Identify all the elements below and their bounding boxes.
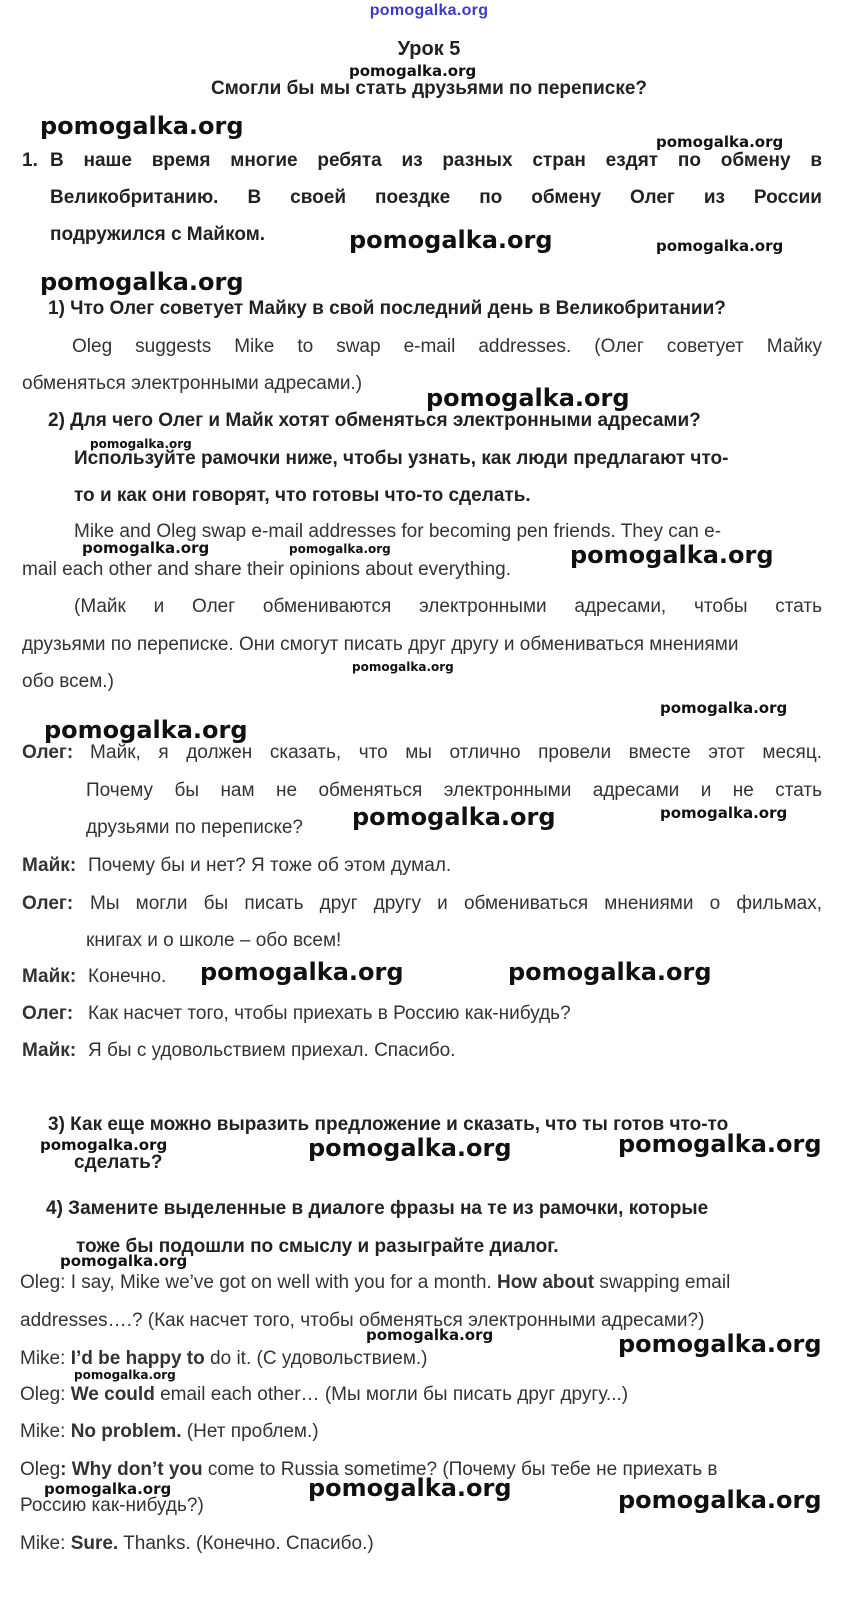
- task-text-line: Великобританию. В своей поездке по обмену Олег из России: [50, 187, 822, 208]
- translation-line: обо всем.): [22, 671, 114, 692]
- highlighted-phrase: We could: [70, 1384, 155, 1405]
- dialogue-en-line: [20, 1348, 428, 1370]
- question-4: 4) Замените выделенные в диалоге фразы на те из рамочки, которые: [46, 1198, 709, 1219]
- highlighted-phrase: No problem.: [70, 1421, 182, 1442]
- question-4-line: тоже бы подошли по смыслу и разыграйте диалог.: [76, 1236, 559, 1257]
- dialogue-en-line: addresses….? (Как насчет того, чтобы обменяться электронными адресами?): [20, 1310, 705, 1331]
- watermark: pomogalka.org: [618, 1486, 822, 1514]
- dialogue-en-line: [20, 1533, 374, 1555]
- watermark: pomogalka.org: [570, 541, 774, 569]
- dialogue-en-text: Mike:: [20, 1348, 71, 1369]
- translation-line: (Майк и Олег обмениваются электронными адресами, чтобы стать: [74, 596, 822, 617]
- watermark: pomogalka.org: [656, 133, 784, 151]
- watermark: pomogalka.org: [426, 384, 630, 412]
- watermark: pomogalka.org: [352, 660, 454, 674]
- speaker-label: Олег:: [22, 893, 74, 914]
- watermark: pomogalka.org: [508, 958, 712, 986]
- question-2: 2) Для чего Олег и Майк хотят обменяться электронными адресами?: [48, 410, 701, 431]
- dialogue-en-text: Mike:: [20, 1421, 71, 1442]
- answer-line: Mike and Oleg swap e-mail addresses for becoming pen friends. They can e-: [74, 521, 722, 542]
- highlighted-phrase: : Why don’t you: [60, 1459, 203, 1480]
- dialogue-line: Майк, я должен сказать, что мы отлично провели вместе этот месяц.: [90, 742, 822, 763]
- translation-line: друзьями по переписке. Они смогут писать друг другу и обмениваться мнениями: [22, 634, 739, 655]
- highlighted-phrase: I’d be happy to: [70, 1348, 205, 1369]
- dialogue-line: Как насчет того, чтобы приехать в Россию как-нибудь?: [88, 1003, 571, 1024]
- task-text-line: подружился с Майком.: [50, 224, 266, 245]
- dialogue-line: Мы могли бы писать друг другу и обмениваться мнениями о фильмах,: [90, 893, 822, 914]
- watermark: pomogalka.org: [352, 803, 556, 831]
- watermark: pomogalka.org: [308, 1134, 512, 1162]
- watermark: pomogalka.org: [366, 1326, 494, 1344]
- watermark: pomogalka.org: [74, 1368, 176, 1382]
- highlighted-phrase: Sure.: [70, 1533, 119, 1554]
- watermark: pomogalka.org: [44, 716, 248, 744]
- dialogue-line: Конечно.: [88, 966, 167, 987]
- watermark: pomogalka.org: [656, 237, 784, 255]
- watermark: pomogalka.org: [40, 268, 244, 296]
- watermark: pomogalka.org: [40, 1136, 168, 1154]
- speaker-label: Олег:: [22, 742, 74, 763]
- page-title: Смогли бы мы стать друзьями по переписке?: [210, 78, 648, 99]
- watermark: pomogalka.org: [40, 112, 244, 140]
- watermark: pomogalka.org: [660, 699, 788, 717]
- watermark: pomogalka.org: [60, 1252, 188, 1270]
- dialogue-line: Почему бы и нет? Я тоже об этом думал.: [88, 855, 452, 876]
- dialogue-en-text: Oleg: I say, Mike we’ve got on well with you for a month.: [20, 1272, 497, 1293]
- watermark: pomogalka.org: [349, 62, 477, 80]
- question-3: 3) Как еще можно выразить предложение и сказать, что ты готов что-то: [48, 1114, 729, 1135]
- dialogue-en-line: [20, 1421, 319, 1443]
- dialogue-line: Почему бы нам не обменяться электронными адресами и не стать: [86, 780, 822, 801]
- dialogue-en-text: do it. (С удовольствием.): [204, 1348, 428, 1369]
- highlighted-phrase: How about: [496, 1272, 595, 1293]
- watermark: pomogalka.org: [44, 1480, 172, 1498]
- answer-line: Oleg suggests Mike to swap e-mail addresses. (Олег советует Майку: [72, 336, 822, 357]
- answer-line: обменяться электронными адресами.): [22, 373, 363, 394]
- speaker-label: Майк:: [22, 1040, 77, 1061]
- watermark: pomogalka.org: [349, 226, 553, 254]
- watermark: pomogalka.org: [618, 1330, 822, 1358]
- watermark: pomogalka.org: [82, 539, 210, 557]
- question-2-line: Используйте рамочки ниже, чтобы узнать, как люди предлагают что-: [74, 448, 729, 469]
- answer-line: mail each other and share their opinions about everything.: [22, 559, 512, 580]
- dialogue-en-text: (Нет проблем.): [181, 1421, 319, 1442]
- question-1: 1) Что Олег советует Майку в свой последний день в Великобритании?: [48, 298, 726, 319]
- speaker-label: Майк:: [22, 966, 77, 987]
- dialogue-en-line: [20, 1384, 628, 1406]
- dialogue-en-text: email each other… (Мы могли бы писать друг другу...): [154, 1384, 629, 1405]
- dialogue-line: друзьями по переписке?: [86, 817, 303, 838]
- dialogue-en-line: Россию как-нибудь?): [20, 1495, 204, 1516]
- task-text-line: В наше время многие ребята из разных стран ездят по обмену в: [50, 150, 822, 171]
- watermark: pomogalka.org: [200, 958, 404, 986]
- watermark: pomogalka.org: [289, 542, 391, 556]
- dialogue-en-text: Oleg:: [20, 1384, 71, 1405]
- dialogue-en-text: Thanks. (Конечно. Спасибо.): [118, 1533, 374, 1554]
- dialogue-en-text: Oleg: [20, 1459, 61, 1480]
- lesson-number: Урок 5: [397, 38, 461, 60]
- speaker-label: Олег:: [22, 1003, 74, 1024]
- watermark: pomogalka.org: [618, 1130, 822, 1158]
- question-2-line: то и как они говорят, что готовы что-то сделать.: [74, 485, 531, 506]
- dialogue-line: Я бы с удовольствием приехал. Спасибо.: [88, 1040, 456, 1061]
- question-3-line: сделать?: [74, 1152, 163, 1173]
- watermark: pomogalka.org: [90, 437, 192, 451]
- top-watermark: pomogalka.org: [369, 2, 489, 19]
- task-number: 1.: [22, 150, 38, 171]
- dialogue-en-text: come to Russia sometime? (Почему бы тебе не приехать в: [202, 1459, 718, 1480]
- watermark: pomogalka.org: [308, 1474, 512, 1502]
- dialogue-en-line: [20, 1272, 730, 1294]
- dialogue-line: книгах и о школе – обо всем!: [86, 930, 342, 951]
- dialogue-en-text: swapping email: [594, 1272, 731, 1293]
- watermark: pomogalka.org: [660, 804, 788, 822]
- speaker-label: Майк:: [22, 855, 77, 876]
- dialogue-en-text: Mike:: [20, 1533, 71, 1554]
